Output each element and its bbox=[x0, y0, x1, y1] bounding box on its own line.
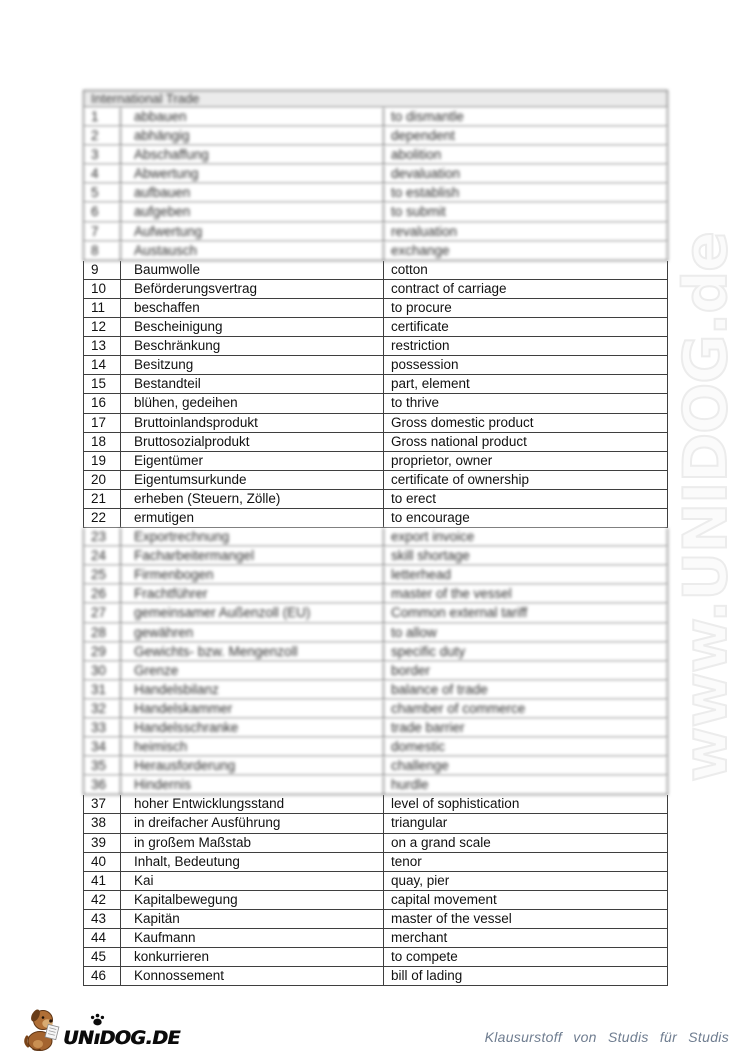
table-row bbox=[83, 146, 668, 165]
german-term: Hindernis bbox=[121, 776, 384, 794]
table-body bbox=[83, 108, 668, 986]
german-term: konkurrieren bbox=[121, 948, 384, 966]
german-term: Abwertung bbox=[121, 165, 384, 183]
german-term: Handelsbilanz bbox=[121, 681, 384, 699]
english-translation: level of sophistication bbox=[391, 796, 520, 812]
table-row bbox=[83, 223, 668, 242]
german-term: Frachtführer bbox=[121, 585, 384, 603]
row-number: 21 bbox=[84, 490, 121, 508]
german-term: blühen, gedeihen bbox=[121, 394, 384, 412]
english-translation: Gross domestic product bbox=[391, 414, 534, 430]
english-translation: border bbox=[391, 662, 431, 678]
row-number: 29 bbox=[84, 643, 121, 661]
german-term: Kapitän bbox=[121, 910, 384, 928]
english-translation: on a grand scale bbox=[391, 834, 491, 850]
german-term: Abschaffung bbox=[121, 146, 384, 164]
english-translation: challenge bbox=[391, 758, 449, 774]
english-translation: to dismantle bbox=[391, 109, 464, 124]
vocab-table bbox=[83, 90, 668, 986]
german-term: aufgeben bbox=[121, 203, 384, 221]
row-number: 26 bbox=[84, 585, 121, 603]
english-translation: revaluation bbox=[391, 223, 458, 239]
german-term: Beförderungsvertrag bbox=[121, 280, 384, 298]
table-row bbox=[83, 203, 668, 222]
table-row bbox=[83, 528, 668, 547]
table-row bbox=[83, 776, 668, 795]
table-row bbox=[83, 108, 668, 127]
footer-tagline: Klausurstoff von Studis für Studis bbox=[484, 1029, 729, 1045]
row-number: 42 bbox=[84, 891, 121, 909]
table-row bbox=[83, 929, 668, 948]
logo-text-post: DOG.DE bbox=[99, 1027, 180, 1049]
table-row bbox=[83, 356, 668, 375]
german-term: Handelsschranke bbox=[121, 719, 384, 737]
table-row bbox=[83, 795, 668, 814]
row-number: 13 bbox=[84, 337, 121, 355]
table-row bbox=[83, 471, 668, 490]
english-translation: to erect bbox=[391, 490, 437, 506]
table-row bbox=[83, 184, 668, 203]
table-row bbox=[83, 948, 668, 967]
german-term: Bruttoinlandsprodukt bbox=[121, 414, 384, 432]
row-number: 15 bbox=[84, 375, 121, 393]
dog-mascot-icon bbox=[24, 1006, 60, 1052]
english-translation: triangular bbox=[391, 815, 448, 831]
table-row bbox=[83, 662, 668, 681]
row-number: 16 bbox=[84, 394, 121, 412]
english-translation: capital movement bbox=[391, 891, 497, 907]
table-row bbox=[83, 566, 668, 585]
row-number: 11 bbox=[84, 299, 121, 317]
german-term: Bescheinigung bbox=[121, 318, 384, 336]
table-row bbox=[83, 604, 668, 623]
table-row bbox=[83, 681, 668, 700]
english-translation: balance of trade bbox=[391, 681, 488, 697]
row-number: 38 bbox=[84, 814, 121, 832]
english-translation: devaluation bbox=[391, 166, 461, 182]
english-translation: abolition bbox=[391, 147, 442, 163]
german-term: Facharbeitermangel bbox=[121, 547, 384, 565]
row-number: 18 bbox=[84, 433, 121, 451]
table-row bbox=[83, 738, 668, 757]
german-term: Eigentümer bbox=[121, 452, 384, 470]
row-number: 35 bbox=[84, 757, 121, 775]
row-number: 43 bbox=[84, 910, 121, 928]
table-row bbox=[83, 853, 668, 872]
table-row bbox=[83, 509, 668, 528]
row-number: 45 bbox=[84, 948, 121, 966]
german-term: Konnossement bbox=[121, 967, 384, 985]
english-translation: hurdle bbox=[391, 777, 429, 793]
row-number: 30 bbox=[84, 662, 121, 680]
german-term: Eigentumsurkunde bbox=[121, 471, 384, 489]
table-row bbox=[83, 394, 668, 413]
row-number: 17 bbox=[84, 414, 121, 432]
row-number: 31 bbox=[84, 681, 121, 699]
english-translation: part, element bbox=[391, 376, 470, 392]
table-row bbox=[83, 624, 668, 643]
row-number: 8 bbox=[84, 242, 121, 260]
table-row bbox=[83, 547, 668, 566]
german-term: Inhalt, Bedeutung bbox=[121, 853, 384, 871]
german-term: erheben (Steuern, Zölle) bbox=[121, 490, 384, 508]
english-translation: to allow bbox=[391, 624, 437, 640]
german-term: Kaufmann bbox=[121, 929, 384, 947]
german-term: abhängig bbox=[121, 127, 384, 145]
english-translation: tenor bbox=[391, 853, 422, 869]
german-term: hoher Entwicklungsstand bbox=[121, 795, 384, 813]
table-row bbox=[83, 834, 668, 853]
english-translation: master of the vessel bbox=[391, 910, 512, 926]
german-term: Firmenbogen bbox=[121, 566, 384, 584]
english-translation: certificate bbox=[391, 319, 449, 335]
english-translation: dependent bbox=[391, 128, 455, 144]
row-number: 44 bbox=[84, 929, 121, 947]
table-row bbox=[83, 242, 668, 261]
row-number: 6 bbox=[84, 203, 121, 221]
row-number: 4 bbox=[84, 165, 121, 183]
table-row bbox=[83, 165, 668, 184]
german-term: aufbauen bbox=[121, 184, 384, 202]
row-number: 33 bbox=[84, 719, 121, 737]
row-number: 27 bbox=[84, 604, 121, 622]
german-term: beschaffen bbox=[121, 299, 384, 317]
table-row bbox=[83, 814, 668, 833]
english-translation: Common external tariff bbox=[391, 605, 528, 621]
paw-print-icon bbox=[90, 1013, 105, 1026]
table-row bbox=[83, 910, 668, 929]
english-translation: specific duty bbox=[391, 643, 466, 659]
unidog-watermark: www.UNIDOG.de bbox=[671, 232, 741, 782]
table-row bbox=[83, 127, 668, 146]
german-term: Exportrechnung bbox=[121, 528, 384, 546]
english-translation: certificate of ownership bbox=[391, 471, 530, 487]
english-translation: possession bbox=[391, 357, 459, 373]
german-term: Kapitalbewegung bbox=[121, 891, 384, 909]
german-term: in dreifacher Ausführung bbox=[121, 814, 384, 832]
german-term: Kai bbox=[121, 872, 384, 890]
row-number: 23 bbox=[84, 528, 121, 546]
row-number: 36 bbox=[84, 776, 121, 794]
row-number: 9 bbox=[84, 261, 121, 279]
english-translation: to compete bbox=[391, 949, 458, 965]
english-translation: trade barrier bbox=[391, 720, 465, 735]
english-translation: chamber of commerce bbox=[391, 700, 526, 716]
english-translation: exchange bbox=[391, 242, 450, 258]
row-number: 46 bbox=[84, 967, 121, 985]
row-number: 32 bbox=[84, 700, 121, 718]
row-number: 39 bbox=[84, 834, 121, 852]
table-row bbox=[83, 414, 668, 433]
german-term: Besitzung bbox=[121, 356, 384, 374]
english-translation: to submit bbox=[391, 204, 446, 220]
row-number: 3 bbox=[84, 146, 121, 164]
unidog-logo-text bbox=[63, 1027, 180, 1049]
german-term: Bestandteil bbox=[121, 375, 384, 393]
table-row bbox=[83, 433, 668, 452]
row-number: 25 bbox=[84, 566, 121, 584]
table-row bbox=[83, 261, 668, 280]
table-title: International Trade bbox=[83, 90, 668, 108]
row-number: 10 bbox=[84, 280, 121, 298]
row-number: 12 bbox=[84, 318, 121, 336]
table-row bbox=[83, 280, 668, 299]
german-term: heimisch bbox=[121, 738, 384, 756]
table-row bbox=[83, 299, 668, 318]
table-row bbox=[83, 757, 668, 776]
table-row bbox=[83, 643, 668, 662]
english-translation: bill of lading bbox=[391, 968, 463, 984]
row-number: 22 bbox=[84, 509, 121, 527]
german-term: Handelskammer bbox=[121, 700, 384, 718]
logo-text-pre: UN bbox=[63, 1027, 94, 1049]
row-number: 41 bbox=[84, 872, 121, 890]
german-term: Aufwertung bbox=[121, 223, 384, 241]
table-row bbox=[83, 700, 668, 719]
german-term: gemeinsamer Außenzoll (EU) bbox=[121, 604, 384, 622]
unidog-logo bbox=[24, 1006, 180, 1052]
german-term: Gewichts- bzw. Mengenzoll bbox=[121, 643, 384, 661]
row-number: 40 bbox=[84, 853, 121, 871]
german-term: Austausch bbox=[121, 242, 384, 260]
logo-text-i: ı bbox=[93, 1027, 100, 1049]
english-translation: to encourage bbox=[391, 509, 470, 525]
german-term: Bruttosozialprodukt bbox=[121, 433, 384, 451]
german-term: Herausforderung bbox=[121, 757, 384, 775]
english-translation: to procure bbox=[391, 299, 452, 315]
english-translation: Gross national product bbox=[391, 433, 527, 449]
german-term: abbauen bbox=[121, 108, 384, 126]
english-translation: master of the vessel bbox=[391, 586, 512, 602]
english-translation: letterhead bbox=[391, 567, 452, 583]
row-number: 19 bbox=[84, 452, 121, 470]
row-number: 24 bbox=[84, 547, 121, 565]
english-translation: skill shortage bbox=[391, 548, 470, 564]
row-number: 7 bbox=[84, 223, 121, 241]
english-translation: quay, pier bbox=[391, 872, 450, 888]
german-term: Baumwolle bbox=[121, 261, 384, 279]
row-number: 37 bbox=[84, 795, 121, 813]
english-translation: export invoice bbox=[391, 529, 475, 545]
english-translation: contract of carriage bbox=[391, 280, 507, 296]
english-translation: cotton bbox=[391, 261, 428, 277]
row-number: 20 bbox=[84, 471, 121, 489]
row-number: 34 bbox=[84, 738, 121, 756]
german-term: Beschränkung bbox=[121, 337, 384, 355]
english-translation: proprietor, owner bbox=[391, 452, 493, 468]
english-translation: to establish bbox=[391, 185, 460, 201]
english-translation: to thrive bbox=[391, 395, 440, 411]
table-row bbox=[83, 490, 668, 509]
german-term: in großem Maßstab bbox=[121, 834, 384, 852]
table-row bbox=[83, 375, 668, 394]
row-number: 5 bbox=[84, 184, 121, 202]
table-row bbox=[83, 891, 668, 910]
german-term: ermutigen bbox=[121, 509, 384, 527]
english-translation: domestic bbox=[391, 739, 446, 755]
row-number: 2 bbox=[84, 127, 121, 145]
table-row bbox=[83, 452, 668, 471]
row-number: 14 bbox=[84, 356, 121, 374]
english-translation: merchant bbox=[391, 930, 448, 946]
german-term: gewähren bbox=[121, 624, 384, 642]
table-row bbox=[83, 967, 668, 986]
row-number: 28 bbox=[84, 624, 121, 642]
table-row bbox=[83, 585, 668, 604]
table-row bbox=[83, 719, 668, 738]
table-row bbox=[83, 337, 668, 356]
german-term: Grenze bbox=[121, 662, 384, 680]
row-number: 1 bbox=[84, 108, 121, 126]
english-translation: restriction bbox=[391, 338, 450, 354]
table-row bbox=[83, 872, 668, 891]
table-row bbox=[83, 318, 668, 337]
